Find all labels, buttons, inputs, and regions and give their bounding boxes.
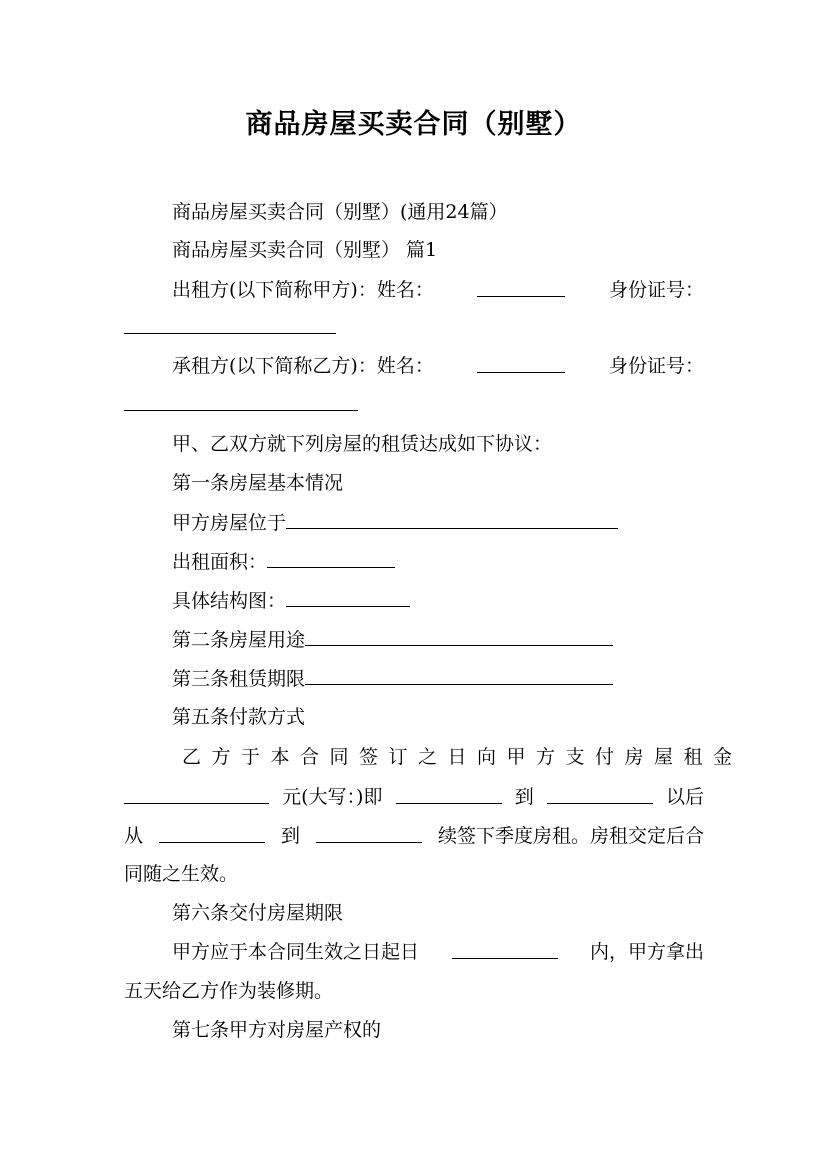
lessee-name-blank (477, 354, 565, 373)
payment-paragraph-line-4: 同随之生效。 (124, 863, 239, 885)
period-end-blank (547, 785, 653, 804)
agreement-intro: 甲、乙双方就下列房屋的租赁达成如下协议： (172, 433, 553, 455)
payment-paragraph-line-2 (124, 785, 704, 809)
lessor-label: 出租方(以下简称甲方)：姓名： (172, 279, 434, 301)
article-2-line (172, 627, 704, 652)
section-heading: 商品房屋买卖合同（别墅） 篇1 (172, 239, 438, 261)
delivery-days-blank (452, 940, 558, 959)
lessee-label: 承租方(以下简称乙方)：姓名： (172, 355, 434, 377)
rent-amount-blank (124, 785, 269, 804)
rental-area-blank (267, 549, 395, 568)
lessor-line (172, 278, 704, 302)
house-location-line (172, 510, 704, 535)
article-6-heading: 第六条交付房屋期限 (172, 902, 344, 924)
renewal-end-blank (316, 824, 422, 843)
after-text: 以后 (665, 786, 704, 808)
renewal-to-text: 到 (280, 825, 300, 847)
payment-paragraph-line-3 (124, 824, 704, 848)
rent-amount-words: 元(大写：)即 (282, 786, 383, 808)
delivery-text-2: 内，甲方拿出 (589, 941, 704, 963)
rental-area-line (172, 549, 704, 574)
structure-blank (286, 588, 410, 607)
lessee-id-line (124, 392, 704, 417)
delivery-text: 甲方应于本合同生效之日起日 (172, 941, 420, 963)
lessor-id-line (124, 315, 704, 340)
article-3-label: 第三条租赁期限 (172, 668, 306, 690)
lessor-id-label: 身份证号： (608, 279, 704, 301)
lessee-id-blank (124, 392, 358, 411)
period-to-text: 到 (514, 786, 534, 808)
lessor-name-blank (477, 278, 565, 297)
house-location-label: 甲方房屋位于 (172, 512, 287, 534)
structure-line (172, 588, 704, 613)
structure-label: 具体结构图： (172, 590, 287, 612)
rental-area-label: 出租面积： (172, 551, 268, 573)
from-text: 从 (124, 825, 144, 847)
article-2-blank (305, 627, 613, 646)
lessee-id-label: 身份证号： (608, 355, 704, 377)
article-3-blank (305, 666, 613, 685)
article-7-heading: 第七条甲方对房屋产权的 (172, 1019, 382, 1041)
payment-paragraph-line-1: 乙方于本合同签订之日向甲方支付房屋租金 (182, 746, 743, 768)
article-1-heading: 第一条房屋基本情况 (172, 472, 344, 494)
article-3-line (172, 666, 704, 691)
subtitle-collection: 商品房屋买卖合同（别墅）(通用24篇） (172, 201, 508, 223)
delivery-paragraph-line-2: 五天给乙方作为装修期。 (124, 980, 334, 1002)
article-2-label: 第二条房屋用途 (172, 629, 306, 651)
period-start-blank (396, 785, 502, 804)
lessee-line (172, 354, 704, 378)
renewal-start-blank (159, 824, 265, 843)
lessor-id-blank (124, 315, 336, 334)
delivery-paragraph-line-1 (172, 940, 704, 964)
house-location-blank (286, 510, 618, 529)
renewal-text: 续签下季度房租。房租交定后合 (437, 825, 704, 847)
article-5-heading: 第五条付款方式 (172, 706, 306, 728)
document-title: 商品房屋买卖合同（别墅） (245, 109, 582, 140)
